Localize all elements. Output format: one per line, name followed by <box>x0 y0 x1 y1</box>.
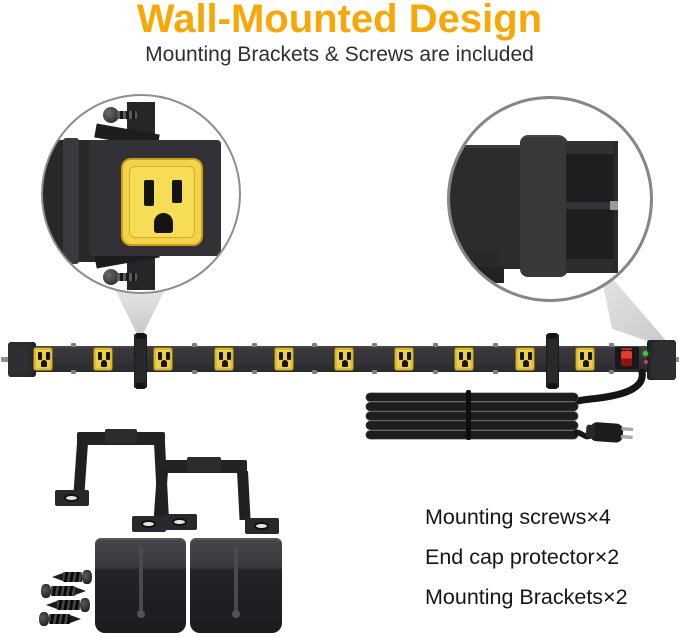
kit-screw-1 <box>52 570 92 584</box>
included-items-list <box>425 502 628 622</box>
kit-end-cap-2 <box>190 538 282 633</box>
page-title: Wall-Mounted Design <box>136 0 543 41</box>
bracket2-center-plate <box>187 457 221 472</box>
cord-coil <box>366 390 578 440</box>
screw-hole <box>141 520 156 528</box>
kit-screw-4 <box>39 612 81 626</box>
kit-screw-2 <box>41 584 86 598</box>
kit-screw-3 <box>46 598 90 612</box>
endcap-ridge <box>139 546 143 612</box>
screw-hole <box>64 494 79 502</box>
screw-hole <box>254 522 269 530</box>
bracket1-left-leg <box>74 443 88 493</box>
bracket2-right-flange <box>245 518 279 534</box>
list-item-endcaps: End cap protector×2 <box>425 545 620 569</box>
list-item-screws: Mounting screws×4 <box>425 505 611 529</box>
plug <box>585 421 633 443</box>
endcap-ridge <box>234 546 238 612</box>
bracket1-left-flange <box>55 490 89 506</box>
coil-tie <box>466 390 471 440</box>
list-item-brackets: Mounting Brackets×2 <box>425 585 628 609</box>
subtitle: Mounting Brackets & Screws are included <box>145 43 534 66</box>
bracket2-left-flange <box>132 516 166 532</box>
cord-lead <box>578 372 642 401</box>
bracket1-center-plate <box>105 429 137 444</box>
kit-end-cap-1 <box>95 538 186 633</box>
bracket2-left-leg <box>154 471 168 518</box>
bracket2-right-leg <box>237 471 251 520</box>
plug-prong-bottom <box>621 435 633 439</box>
